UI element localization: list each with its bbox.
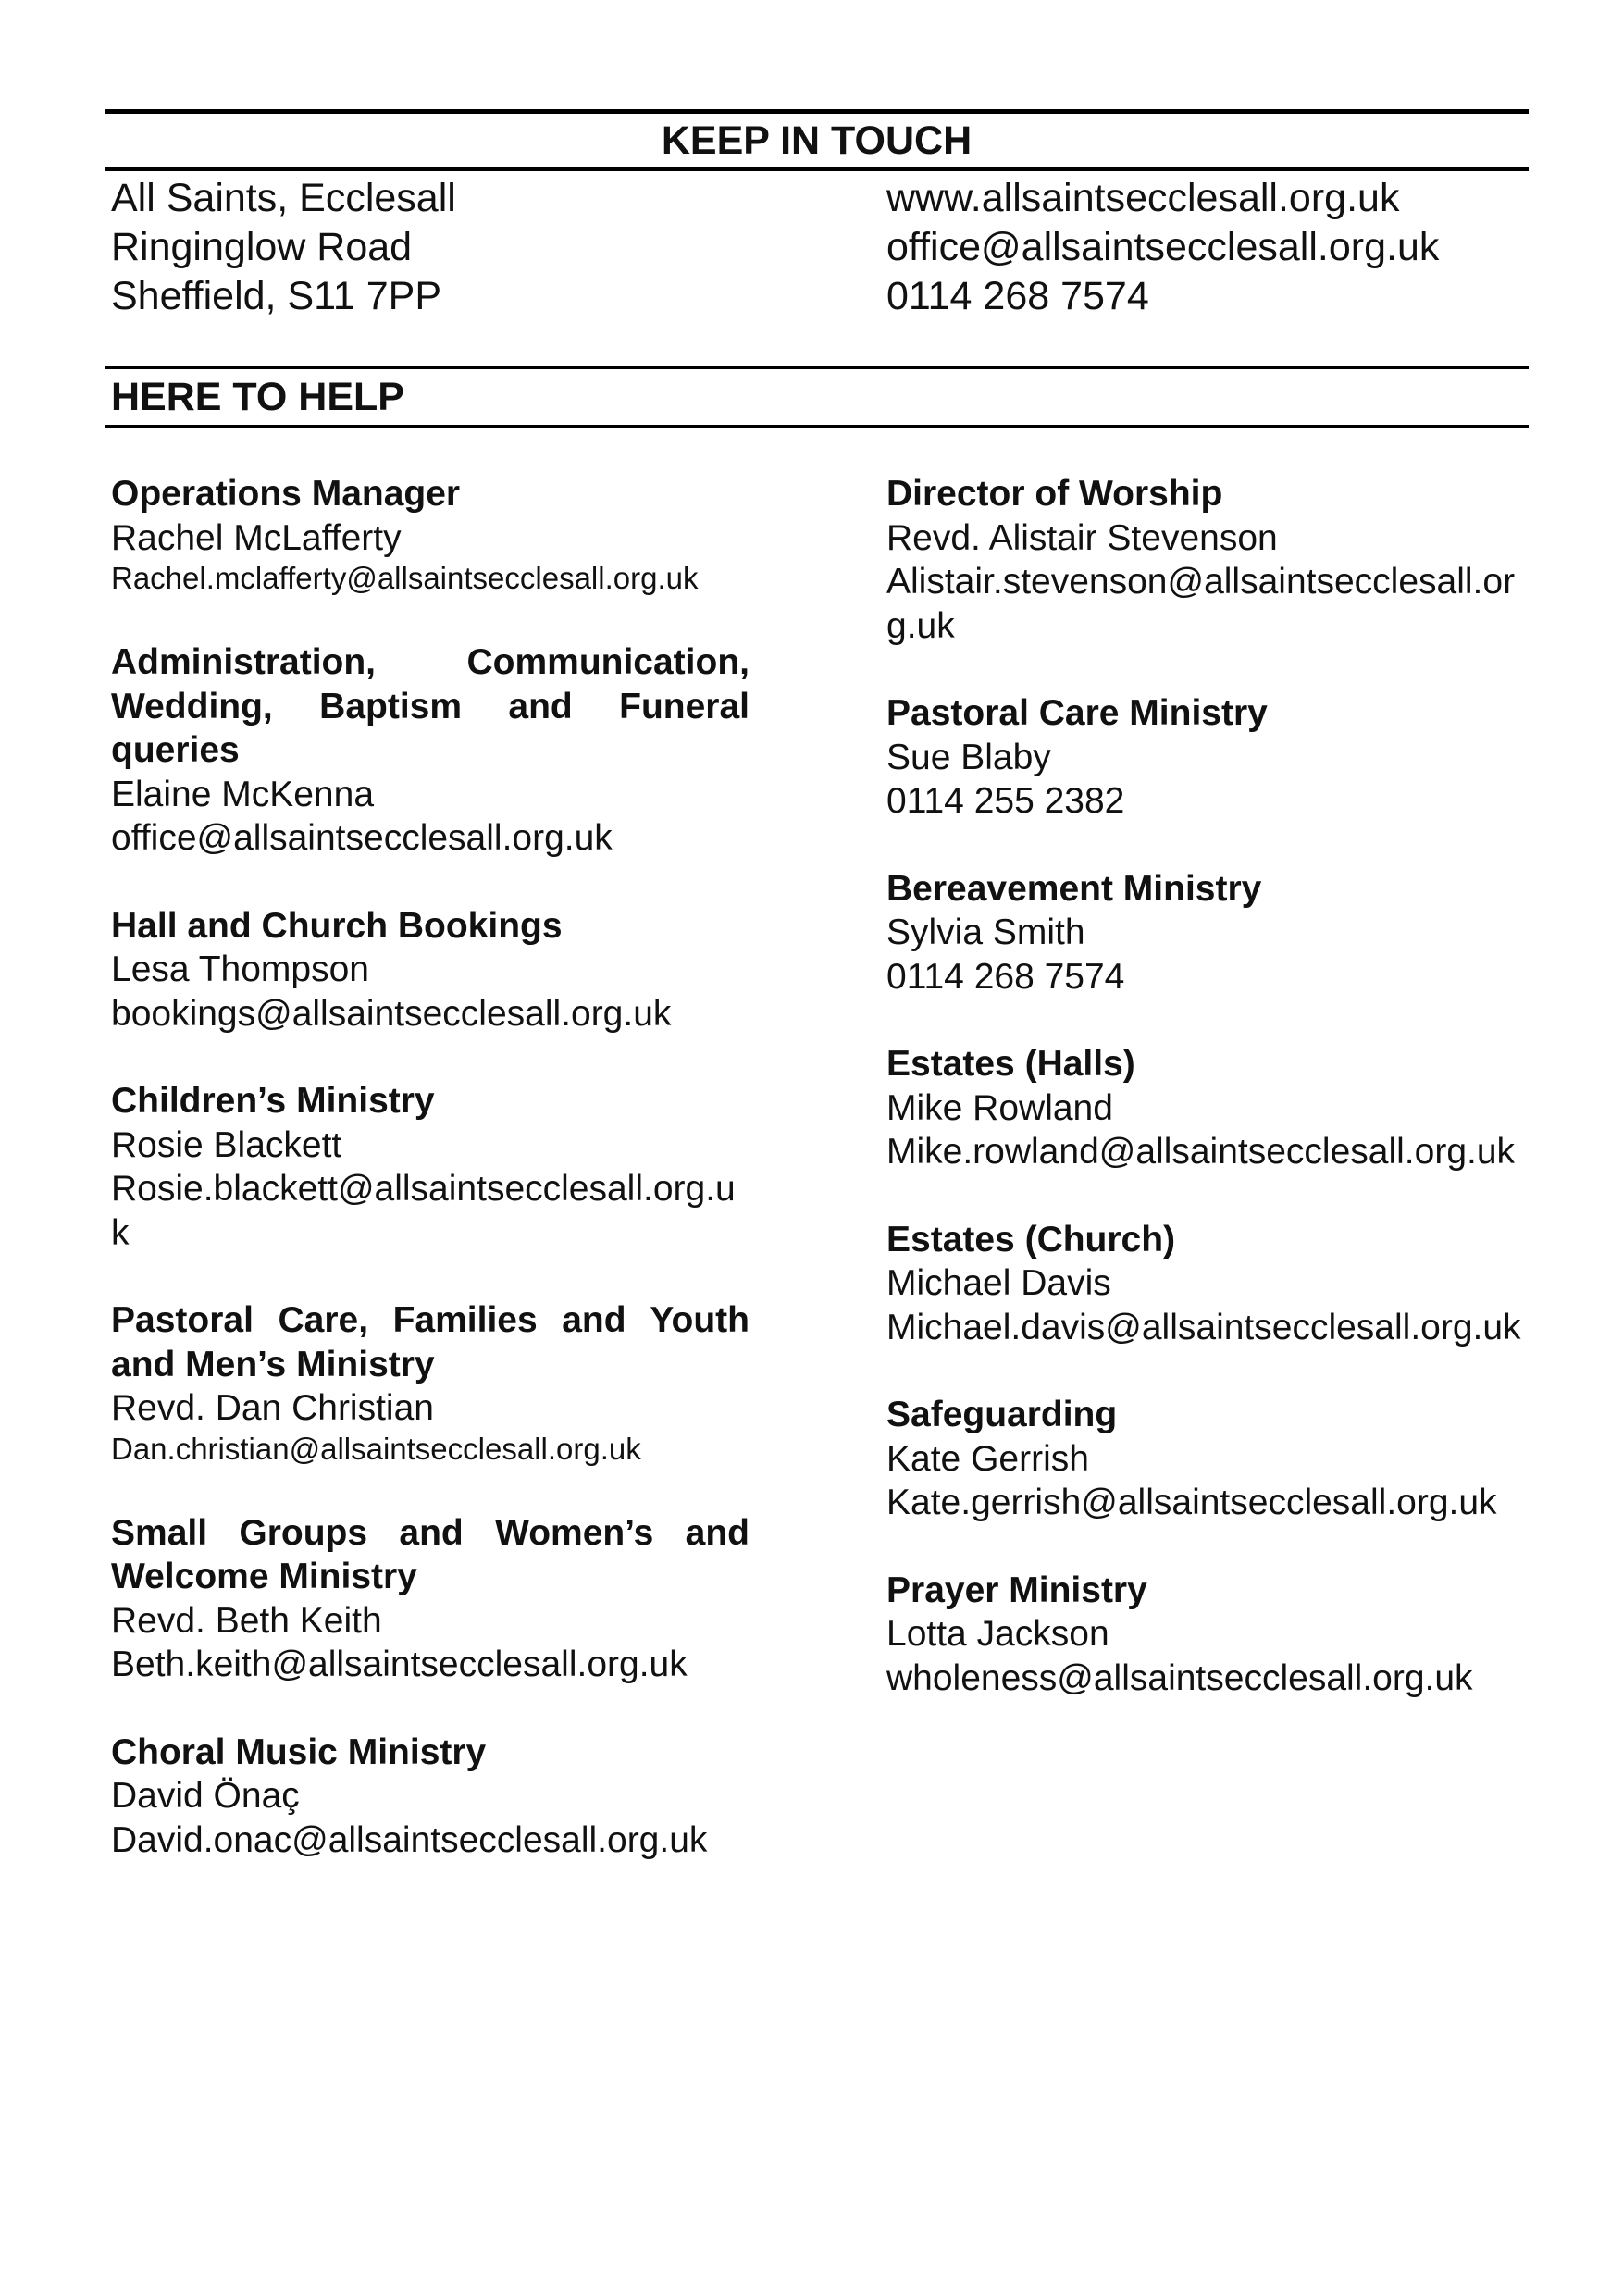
contact-entry — [111, 904, 750, 1036]
contact-email-link[interactable]: Kate.gerrish@allsaintsecclesall.org.uk — [886, 1483, 1497, 1522]
contact-email-link[interactable]: Alistair.stevenson@allsaintsecclesall.org.uk — [886, 562, 1516, 646]
contact-name: Revd. Beth Keith — [111, 1600, 382, 1641]
help-bottom-rule — [105, 425, 1529, 428]
address-line: Sheffield, S11 7PP — [111, 274, 441, 318]
contact-name: Rachel McLafferty — [111, 517, 402, 558]
top-rule — [105, 109, 1529, 114]
role-title: Safeguarding — [886, 1395, 1118, 1434]
contact-phone: 0114 268 7574 — [886, 956, 1125, 997]
contact-entry — [886, 867, 1525, 999]
contact-entry — [111, 1511, 750, 1687]
church-address — [111, 174, 456, 321]
address-line: All Saints, Ecclesall — [111, 176, 456, 220]
help-top-rule — [105, 366, 1529, 369]
contact-name: Revd. Dan Christian — [111, 1388, 434, 1428]
role-title: Director of Worship — [886, 474, 1223, 514]
contact-name: Elaine McKenna — [111, 774, 375, 814]
contact-entry — [111, 472, 750, 597]
contact-name: Kate Gerrish — [886, 1438, 1089, 1479]
contact-entry — [886, 1042, 1525, 1174]
role-title: Bereavement Ministry — [886, 868, 1262, 909]
here-to-help-heading: HERE TO HELP — [111, 375, 404, 419]
role-title: Pastoral Care, Families and Youth and Men’s Ministry — [111, 1300, 750, 1384]
contact-entry — [886, 472, 1525, 648]
contact-email-link[interactable]: wholeness@allsaintsecclesall.org.uk — [886, 1657, 1473, 1698]
contact-name: Michael Davis — [886, 1263, 1111, 1303]
office-email-link[interactable]: office@allsaintsecclesall.org.uk — [886, 225, 1440, 269]
contact-entry — [886, 1569, 1525, 1701]
keep-in-touch-heading: KEEP IN TOUCH — [661, 118, 973, 163]
office-phone: 0114 268 7574 — [886, 274, 1149, 318]
contact-email-link[interactable]: Michael.davis@allsaintsecclesall.org.uk — [886, 1307, 1521, 1347]
role-title: Pastoral Care Ministry — [886, 693, 1268, 733]
contact-entry — [111, 1731, 750, 1863]
contact-name: Sylvia Smith — [886, 912, 1085, 952]
contact-phone: 0114 255 2382 — [886, 781, 1125, 821]
contact-name: Lotta Jackson — [886, 1614, 1109, 1654]
contact-name: David Önaç — [111, 1776, 300, 1816]
contact-entry — [886, 691, 1525, 824]
contact-email-link[interactable]: Mike.rowland@allsaintsecclesall.org.uk — [886, 1132, 1516, 1172]
contact-name: Mike Rowland — [886, 1087, 1113, 1128]
contact-name: Revd. Alistair Stevenson — [886, 517, 1278, 558]
contact-name: Sue Blaby — [886, 737, 1051, 777]
contact-email-link[interactable]: office@allsaintsecclesall.org.uk — [111, 818, 613, 858]
contact-name: Rosie Blackett — [111, 1124, 342, 1165]
contact-email-link[interactable]: David.onac@allsaintsecclesall.org.uk — [111, 1819, 708, 1860]
contact-email-link[interactable]: bookings@allsaintsecclesall.org.uk — [111, 993, 672, 1034]
church-contact — [886, 174, 1439, 321]
role-title: Operations Manager — [111, 474, 461, 514]
keep-in-touch-rule — [105, 167, 1529, 171]
contact-entry — [886, 1393, 1525, 1525]
role-title: Administration, Communication, Wedding, Baptism and Funeral queries — [111, 642, 750, 770]
role-title: Estates (Halls) — [886, 1044, 1135, 1084]
role-title: Choral Music Ministry — [111, 1731, 487, 1772]
help-left-column — [111, 472, 750, 1905]
role-title: Hall and Church Bookings — [111, 905, 563, 946]
role-title: Prayer Ministry — [886, 1570, 1147, 1610]
contact-email-link[interactable]: Rosie.blackett@allsaintsecclesall.org.uk — [111, 1169, 736, 1253]
role-title: Children’s Ministry — [111, 1081, 435, 1121]
website-link[interactable]: www.allsaintsecclesall.org.uk — [886, 176, 1400, 220]
contact-entry — [111, 640, 750, 861]
contact-entry — [111, 1079, 750, 1255]
contact-email-link[interactable]: Rachel.mclafferty@allsaintsecclesall.org.uk — [111, 561, 699, 595]
help-right-column — [886, 472, 1525, 1744]
role-title: Small Groups and Women’s and Welcome Ministry — [111, 1512, 750, 1596]
contact-name: Lesa Thompson — [111, 949, 369, 989]
contact-email-link[interactable]: Beth.keith@allsaintsecclesall.org.uk — [111, 1644, 688, 1684]
role-title: Estates (Church) — [886, 1219, 1176, 1260]
contact-entry — [111, 1298, 750, 1468]
contact-email-link[interactable]: Dan.christian@allsaintsecclesall.org.uk — [111, 1431, 641, 1466]
contact-entry — [886, 1218, 1525, 1350]
address-line: Ringinglow Road — [111, 225, 413, 269]
